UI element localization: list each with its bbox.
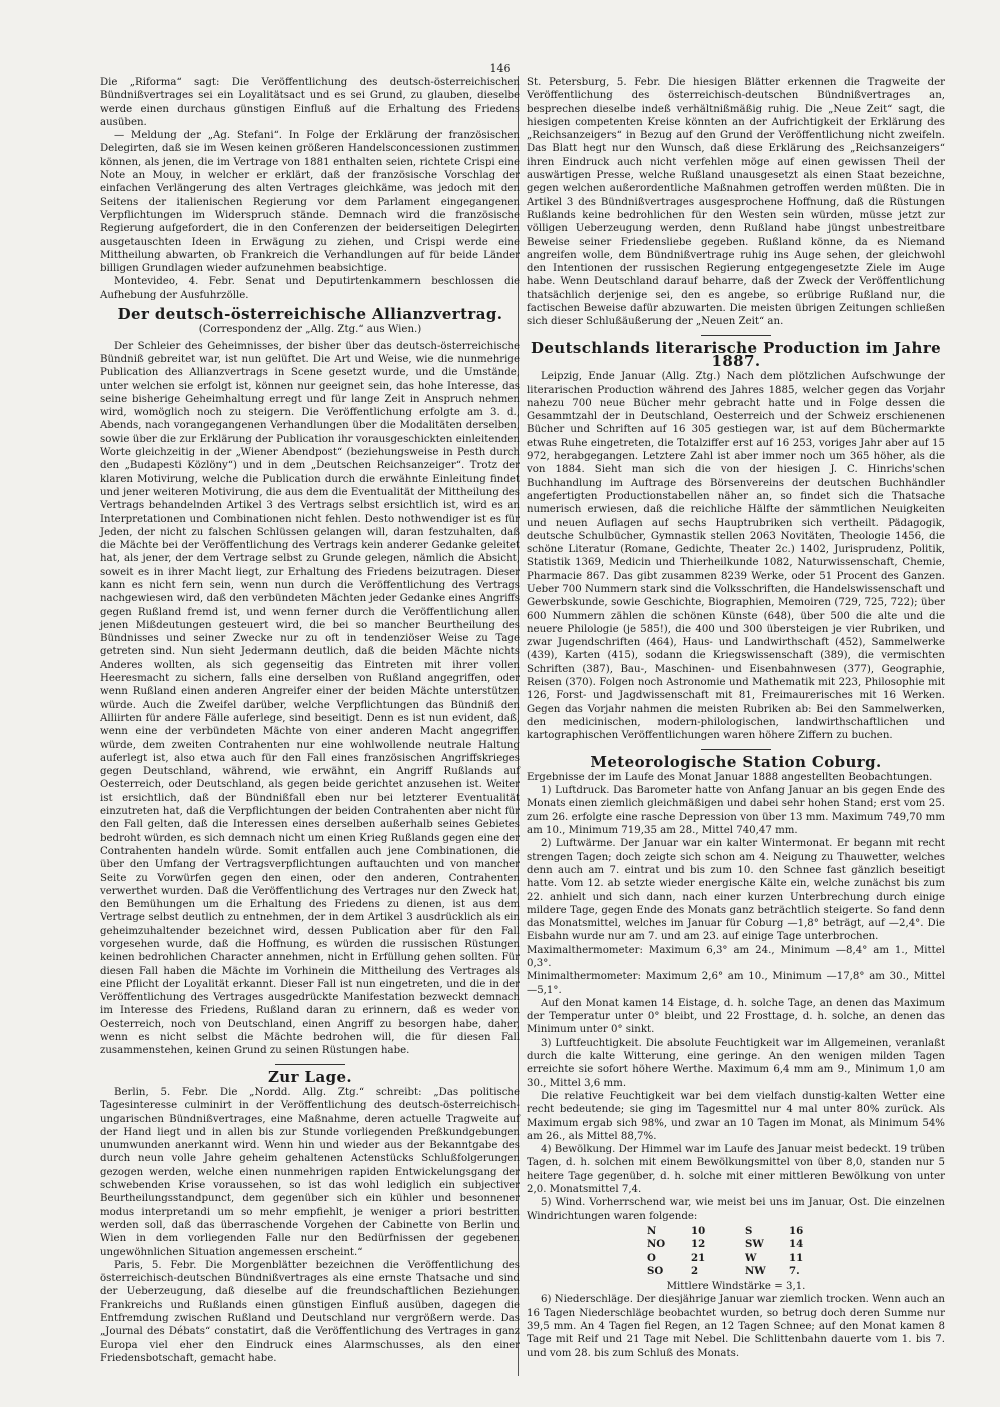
- wind-count: 7.: [789, 1264, 800, 1277]
- wind-count: 14: [789, 1238, 804, 1251]
- wind-dir: SW: [745, 1238, 764, 1251]
- meteo-luftwaerme: 2) Luftwärme. Der Januar war ein kalter Wintermonat. Er begann mit recht strengen Tagen; doch zeigte sich schon am 4. Neigung zu Thauwetter, welches denn auch am 7. eintrat und bis zum 10. den Schnee fast gänzlich beseitigt hatte. Vom 12. ab setzte wieder energische Kälte ein, welche zunächst bis zum 22. anhielt und sich dann, nach einer kurzen Unterbrechung durch einige mildere Tage, gegen Ende des Monats ganz beträchtlich steigerte. So fand denn das Monatsmittel, welches im Januar für Coburg —1,8° beträgt, auf —2,4°. Die Eisbahn wurde nur am 7. und am 23. auf einige Tage unterbrochen.: [527, 838, 945, 943]
- left-column: [100, 76, 520, 1365]
- riforma-paragraph: Die „Riforma“ sagt: Die Veröffentlichung des deutsch-österreichischen Bündnißvertrages sei ein Loyalitätsact und es sei Grund, zu glauben, dieselbe werde einen durchaus günstigen Einfluß auf die Erhaltung des Friedens ausüben.: [100, 77, 520, 128]
- article-heading-meteo: Meteorologische Station Coburg.: [590, 752, 882, 771]
- article-subheading: (Correspondenz der „Allg. Ztg.“ aus Wien.): [198, 324, 422, 336]
- wind-dir: SO: [647, 1264, 664, 1277]
- meteo-relfeuchtigkeit: Die relative Feuchtigkeit war bei dem vielfach dunstig-kalten Wetter eine recht bedeutende; sie ging im Tagesmittel nur 4 mal unter 80% zurück. Als Maximum ergab sich 98%, und zwar an 10 Tagen im Monat, als Minimum 54% am 26., als Mittel 88,7%.: [527, 1090, 945, 1142]
- wind-table: [647, 1225, 945, 1278]
- montevideo-paragraph: Montevideo, 4. Febr. Senat und Deputirtenkammern beschlossen die Aufhebung der Ausfuhrzölle.: [100, 276, 520, 301]
- meteo-maxthermo: Maximalthermometer: Maximum 6,3° am 24., Minimum —8,4° am 1., Mittel 0,3°.: [527, 944, 945, 969]
- meteo-luftdruck: 1) Luftdruck. Das Barometer hatte von Anfang Januar an bis gegen Ende des Monats einen ziemlich gleichmäßigen und dabei sehr hohen Stand; erst vom 25. zum 26. erfolgte eine rasche Depression von über 13 mm. Maximum 749,70 mm am 10., Minimum 719,35 am 28., Mittel 740,47 mm.: [527, 785, 945, 837]
- meteo-intro: Ergebnisse der im Laufe des Monat Januar 1888 angestellten Beobachtungen.: [527, 771, 933, 783]
- petersburg-paragraph: St. Petersburg, 5. Febr. Die hiesigen Blätter erkennen die Tragweite der Veröffentlichung des österreichisch-deutschen Bündnißvertrages an, besprechen dieselbe indeß verhältnißmäßig ruhig. Die „Neue Zeit“ sagt, die hiesigen competenten Kreise könnten an der Aufrichtigkeit der Erklärung des „Reichsanzeigers“ in Bezug auf den Grund der Veröffentlichung nicht zweifeln. Das Blatt hegt nur den Wunsch, daß diese Erklärung des „Reichsanzeigers“ ihren Eindruck auch nicht verfehlen möge auf einen gewissen Theil der auswärtigen Presse, welche Rußland unausgesetzt als einen Staat bezeichne, gegen welchen außerordentliche Maßnahmen getroffen werden müßten. Die in Artikel 3 des Bündnißvertrages ausgesprochene Hoffnung, daß die Rüstungen Rußlands keine bedrohlichen für den Westen sein würden, müsse jetzt zur völligen Ueberzeugung werden, denn Rußland habe jüngst unbestreitbare Beweise seiner Friedensliebe gegeben. Rußland könne, da es Niemand angreifen wolle, dem Bündnißvertrage ruhig ins Auge sehen, der gleichwohl den Intentionen der russischen Regierung entgegengesetzte Ziele im Auge habe. Wenn Deutschland darauf beharre, daß der Zweck der Veröffentlichung thatsächlich derjenige sei, den es angebe, so erübrige Rußland nur, die factischen Beweise dafür abzuwarten. Die meisten übrigen Zeitungen schließen sich dieser Schlußäußerung der „Neuen Zeit“ an.: [527, 77, 945, 328]
- meteo-minthermo: Minimalthermometer: Maximum 2,6° am 10., Minimum —17,8° am 30., Mittel —5,1°.: [527, 971, 945, 996]
- wind-dir: W: [745, 1251, 757, 1264]
- wind-count: 10: [691, 1224, 706, 1237]
- berlin-paragraph: Berlin, 5. Febr. Die „Nordd. Allg. Ztg.“ schreibt: „Das politische Tagesinteresse culminirt in der Veröffentlichung des deutsch-österreichisch-ungarischen Bündnißvertrages, eine Maßnahme, deren actuelle Tragweite auf der Hand liegt und in allen bis zur Stunde vorliegenden Preßkundgebungen unumwunden anerkannt wird. Wenn hin und wieder aus der Bekanntgabe des durch neun volle Jahre geheim gehaltenen Actenstücks Schlußfolgerungen gezogen werden, welche einen nunmehrigen rapiden Entwickelungsgang der schwebenden Krise voraussehen, so ist das wohl lediglich ein subjectiver Beurtheilungsstandpunct, dem gegenüber sich ein kühler und besonnener modus interpretandi um so mehr empfiehlt, je weniger a priori bestritten werden soll, daß das überraschende Vorgehen der Cabinette von Berlin und Wien in dem vorliegenden Falle nur den Bedürfnissen der gegebenen ungewöhnlichen Situation angemessen erscheint.“: [100, 1086, 520, 1258]
- meteo-wind: 5) Wind. Vorherrschend war, wie meist bei uns im Januar, Ost. Die einzelnen Windrichtungen waren folgende:: [527, 1197, 945, 1222]
- wind-dir: N: [647, 1224, 657, 1237]
- right-column: [527, 76, 945, 1360]
- article-heading-production: Deutschlands literarische Production im Jahre 1887.: [530, 338, 942, 370]
- wind-dir: O: [647, 1251, 656, 1264]
- meteo-feuchtigkeit: 3) Luftfeuchtigkeit. Die absolute Feuchtigkeit war im Allgemeinen, veranlaßt durch die kalte Witterung, eine geringe. An den wenigen milden Tagen erreichte sie sofort höhere Werthe. Maximum 6,4 mm am 9., Minimum 1,0 am 30., Mittel 3,6 mm.: [527, 1037, 945, 1089]
- stefani-paragraph: — Meldung der „Ag. Stefani“. In Folge der Erklärung der französischen Delegirten, daß sie im Wesen keinen größeren Handelsconcessionen zustimmen können, als jenen, die im Vertrage von 1881 enthalten seien, richtete Crispi eine Note an Mouy, in welcher er erklärt, daß der französische Vorschlag der einfachen Verlängerung des alten Vertrages gleichkäme, was jedoch mit den Seitens der italienischen Regierung vor dem Parlament eingegangenen Verpflichtungen im Widerspruch stände. Demnach wird die französische Regierung aufgefordert, die in den Conferenzen der beiderseitigen Delegirten ausgetauschten Ideen in Erwägung zu ziehen, und Crispi werde eine Mittheilung abwarten, ob Frankreich die Verhandlungen auf für beide Länder billigen Grundlagen wieder aufzunehmen beabsichtige.: [100, 130, 520, 275]
- wind-count: 12: [691, 1238, 706, 1251]
- separator: [701, 749, 771, 750]
- meteo-niederschlag: 6) Niederschläge. Der diesjährige Januar war ziemlich trocken. Wenn auch an 16 Tagen Niederschläge beobachtet wurden, so betrug doch deren Summe nur 39,5 mm. An 4 Tagen fiel Regen, an 12 Tagen Schnee; auf den Monat kamen 8 Tage mit Reif und 21 Tage mit Nebel. Die Schlittenbahn dauerte vom 1. bis 7. und vom 28. bis zum Schluß des Monats.: [527, 1294, 945, 1359]
- article-heading-allianz: Der deutsch-österreichische Allianzvertrag.: [117, 305, 503, 324]
- wind-count: 2: [691, 1264, 699, 1277]
- separator: [275, 1064, 345, 1065]
- wind-mean: Mittlere Windstärke = 3,1.: [666, 1281, 806, 1293]
- meteo-eistage: Auf den Monat kamen 14 Eistage, d. h. solche Tage, an denen das Maximum der Temperatur unter 0° bleibt, und 22 Frosttage, d. h. solche, an denen das Minimum unter 0° sinkt.: [527, 997, 945, 1036]
- leipzig-paragraph: Leipzig, Ende Januar (Allg. Ztg.) Nach dem plötzlichen Aufschwunge der literarischen Production während des Jahres 1885, welcher gegen das Vorjahr nahezu 700 neue Bücher mehr gebracht hatte und in Folge dessen die Gesammtzahl der in Deutschland, Oesterreich und der Schweiz erschienenen Bücher und Schriften auf 16 305 gestiegen war, ist auf dem Büchermarkte etwas Ruhe eingetreten, die Totalziffer erst auf 16 253, voriges Jahr aber auf 15 972, herabgegangen. Letztere Zahl ist aber immer noch um 365 höher, als die von 1884. Sieht man sich die von der hiesigen J. C. Hinrichs'schen Buchhandlung im Auftrage des Börsenvereins der deutschen Buchhändler angefertigten Productionstabellen näher an, so findet sich die Thatsache numerisch erwiesen, daß die reichliche Hälfte der sämmtlichen Neuigkeiten und neuen Auflagen auf sechs Hauptrubriken sich vertheilt. Pädagogik, deutsche Schulbücher, Gymnastik stellen 2063 Novitäten, Theologie 1456, die schöne Literatur (Romane, Gedichte, Theater 2c.) 1402, Jurisprudenz, Politik, Statistik 1369, Medicin und Thierheilkunde 1082, Naturwissenschaft, Chemie, Pharmacie 867. Das gibt zusammen 8239 Werke, oder 51 Procent des Ganzen. Ueber 700 Nummern stark sind die Volksschriften, die Handelswissenschaft und Gewerbskunde, sowie Geschichte, Biographien, Memoiren (729, 725, 722); über 600 Nummern zählen die schönen Künste (648), über 500 die alte und die neuere Philologie (je 585!), die 400 und 300 übersteigen je vier Rubriken, und zwar Jugendschriften (464), Haus- und Landwirthschaft (452), Sammelwerke (439), Karten (415), sodann die Kriegswissenschaft (389), die vermischten Schriften (387), Bau-, Maschinen- und Eisenbahnwesen (377), Geographie, Reisen (370). Folgen noch Astronomie und Mathematik mit 223, Philosophie mit 126, Forst- und Jagdwissenschaft mit 81, Freimaurerisches mit 16 Werken. Gegen das Vorjahr nahmen die meisten Rubriken ab: Bei den Sammelwerken, den medicinischen, modern-philologischen, landwirthschaftlichen und kartographischen Veröffentlichungen waren höhere Ziffern zu buchen.: [527, 371, 945, 742]
- wind-dir: NW: [745, 1264, 766, 1277]
- page-number: 146: [489, 62, 511, 75]
- wind-dir: NO: [647, 1238, 666, 1251]
- wind-count: 16: [789, 1224, 804, 1237]
- meteo-bewoelkung: 4) Bewölkung. Der Himmel war im Laufe des Januar meist bedeckt. 19 trüben Tagen, d. h. solchen mit einem Bewölkungsmittel von über 8,0, standen nur 5 heitere Tage gegenüber, d. h. solche mit einer mittleren Bewölkung von unter 2,0. Monatsmittel 7,4.: [527, 1144, 945, 1196]
- article-heading-lage: Zur Lage.: [267, 1067, 353, 1086]
- wind-count: 21: [691, 1251, 706, 1264]
- allianz-body: Der Schleier des Geheimnisses, der bisher über das deutsch-österreichische Bündniß gebreitet war, ist nun gelüftet. Die Art und Weise, wie die nunmehrige Publication des Allianzvertrags in Scene gesetzt wurde, und die Umstände, unter welchen sie erfolgt ist, können nur geeignet sein, das hohe Interesse, das seine bisherige Geheimhaltung erregt und für lange Zeit in Anspruch nehmen wird, womöglich noch zu steigern. Die Veröffentlichung erfolgte am 3. d., Abends, nach vorangegangenen Verhandlungen über die Modalitäten derselben, sowie über die zur Erklärung der Publication ihr vorausgeschickten einleitenden Worte gleichzeitig in der „Wiener Abendpost“ (beziehungsweise in Pesth durch den „Budapesti Közlöny“) und in dem „Deutschen Reichsanzeiger“. Trotz der klaren Motivirung, welche die Publication durch die erwähnte Einleitung findet und jener weiteren Motivirung, die aus dem die Eventualität der Mittheilung des Vertrags behandelnden Artikel 3 des Vertrags selbst ersichtlich ist, wird es an Interpretationen und Combinationen nicht fehlen. Desto nothwendiger ist es für Jeden, der nicht zu falschen Schlüssen gelangen will, daran festzuhalten, daß die Mächte bei der Veröffentlichung des Vertrags kein anderer Gedanke geleitet hat, als jener, der dem Vertrage selbst zu Grunde gelegen, nämlich die Absicht, soweit es in ihrer Macht liegt, zur Erhaltung des Friedens beizutragen. Dieser kann es nicht fern sein, wenn nun durch die Veröffentlichung des Vertrags nachgewiesen wird, daß den verbündeten Mächten jeder Gedanke eines Angriffs gegen Rußland fremd ist, und wenn ferner durch die Veröffentlichung allen jenen Mißdeutungen gesteuert wird, die bei so mancher Beurtheilung des Bündnisses und seiner Zwecke nur zu oft in tendenziöser Weise zu Tage getreten sind. Nun sieht Jedermann deutlich, daß die beiden Mächte nichts Anderes wollten, als sich gegenseitig das Eintreten mit ihrer vollen Heeresmacht zu sichern, falls eine derselben von Rußland angegriffen, oder wenn Rußland einen anderen Angreifer einer der beiden Mächte unterstützen würde. Auch die Zweifel darüber, welche Verpflichtungen das Bündniß den Alliirten für andere Fälle auferlege, sind beseitigt. Denn es ist nun evident, daß, wenn eine der verbündeten Mächte von einer anderen Macht angegriffen würde, dem zweiten Contrahenten nur eine wohlwollende neutrale Haltung auferlegt ist, also etwa auch für den Fall eines französischen Angriffskrieges gegen Deutschland, während, wie erwähnt, ein Angriff Rußlands auf Oesterreich, oder Deutschland, als gegen beide gerichtet anzusehen ist. Weiter ist ersichtlich, daß der Bündnißfall eben nur bei letzterer Eventualität einzutreten hat, daß die Verpflichtungen der beiden Contrahenten aber nicht für den Fall gelten, daß die Interessen eines derselben außerhalb seines Gebietes bedroht würden, es sich demnach nicht um einen Krieg Rußlands gegen eine der Contrahenten handeln würde. Somit entfallen auch jene Combinationen, die über den Umfang der Vertragsverpflichtungen auftauchten und von mancher Seite zu Vorwürfen gegen den einen, oder den anderen, Contrahenten verwerthet wurden. Daß die Veröffentlichung des Vertrages nur den Zweck hat, den Bemühungen um die Erhaltung des Friedens zu dienen, ist aus dem Vertrage selbst deutlich zu entnehmen, der in dem Artikel 3 ausdrücklich als ein geheimzuhaltender bezeichnet wird, dessen Publication aber für den Fall vorgesehen wurde, daß die Hoffnung, es würden die russischen Rüstungen keinen bedrohlichen Character annehmen, nicht in Erfüllung gehen sollten. Für diesen Fall haben die Mächte im Vorhinein die Mittheilung des Vertrages als eine Pflicht der Loyalität erkannt. Dieser Fall ist nun eingetreten, und die in der Veröffentlichung des Vertrages ausgedrückte Manifestation bezweckt demnach im Interesse des Friedens, Rußland daran zu erinnern, daß es weder von Oesterreich, noch von Deutschland, einen Angriff zu besorgen habe, daher, wenn es nicht selbst die Mächte bedrohen will, die für diesen Fall zusammenstehen, keinen Grund zu seinen Rüstungen habe.: [100, 340, 520, 1057]
- separator: [701, 335, 771, 336]
- wind-dir: S: [745, 1224, 753, 1237]
- paris-paragraph: Paris, 5. Febr. Die Morgenblätter bezeichnen die Veröffentlichung des österreichisch-deutschen Bündnißvertrages als eine ernste Thatsache und sind der Ueberzeugung, daß dieselbe auf die freundschaftlichen Beziehungen Frankreichs und Rußlands einen günstigen Einfluß ausüben, dagegen die Entfremdung zwischen Rußland und Deutschland nur vergrößern werde. Das „Journal des Débats“ constatirt, daß die Veröffentlichung des Vertrages in ganz Europa viel eher den Eindruck eines Alarmschusses, als den einer Friedensbotschaft, gemacht habe.: [100, 1259, 520, 1364]
- wind-count: 11: [789, 1251, 804, 1264]
